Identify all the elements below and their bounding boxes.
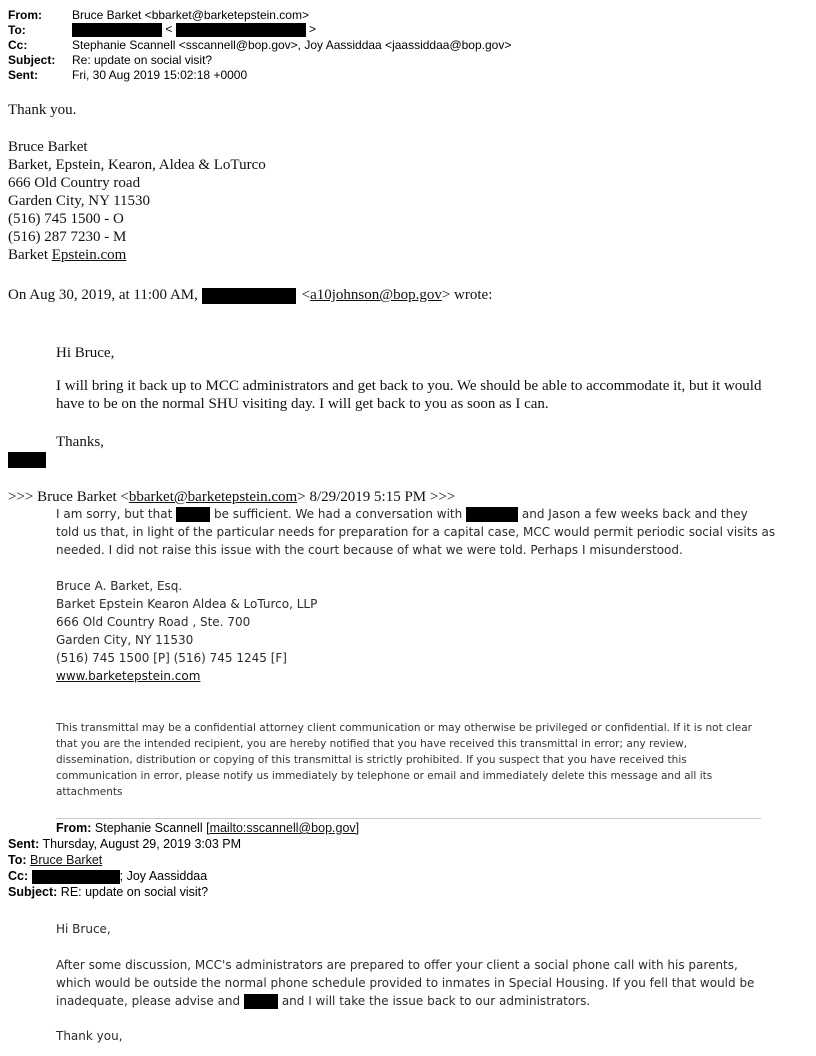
website-link[interactable]: Epstein.com: [51, 247, 127, 263]
quote1-intro: On Aug 30, 2019, at 11:00 AM, <a10johnson@bop.gov> wrote:: [8, 287, 493, 303]
signature-line: Barket, Epstein, Kearon, Aldea & LoTurco: [8, 157, 266, 173]
reply-signature: [8, 138, 266, 264]
redaction-block: [176, 23, 306, 37]
cc-value: Stephanie Scannell <sscannell@bop.gov>, Joy Aassiddaa <jaassiddaa@bop.gov>: [72, 38, 512, 52]
signature-line: Bruce A. Barket, Esq.: [56, 579, 183, 593]
quote3-subject: Subject: RE: update on social visit?: [8, 885, 209, 899]
from-label: From:: [8, 8, 42, 22]
redaction-block: [202, 288, 296, 304]
quote3-cc: Cc: ; Joy Aassiddaa: [8, 869, 208, 883]
redaction-block: [176, 507, 210, 522]
email-link[interactable]: a10johnson@bop.gov: [310, 287, 442, 303]
sent-value: Fri, 30 Aug 2019 15:02:18 +0000: [72, 68, 248, 82]
reply-body: Thank you.: [8, 102, 77, 118]
sent-label: Sent:: [8, 68, 38, 82]
website-link[interactable]: www.barketepstein.com: [56, 669, 201, 683]
quote2-body-rest: told us that, in light of the particular needs for preparation for a capital case, MCC would permit periodic social visits as needed. I did not raise this issue with the court because of what we were told. Perhaps I misunderstood.: [56, 525, 776, 557]
signature-line: Bruce Barket: [8, 139, 88, 155]
signature-line: Garden City, NY 11530: [8, 193, 151, 209]
signature-line: 666 Old Country Road , Ste. 700: [56, 615, 251, 629]
divider: [56, 818, 761, 819]
email-link[interactable]: bbarket@barketepstein.com: [128, 489, 298, 505]
disclaimer: This transmittal may be a confidential attorney client communication or may otherwise be privileged or confidential. If it is not clear that you are the intended recipient, you are hereby notified that you have received this transmittal in error; any review, dissemination, distribution or copying of this transmittal is strictly prohibited. If you suspect that you have received this communication in error, please notify us immediately by telephone or email and immediately delete this message and all its attachments: [56, 722, 752, 798]
quote1-closing: Thanks,: [56, 434, 104, 450]
quote2-body-line1: I am sorry, but that be sufficient. We had a conversation with and Jason a few weeks back and they: [56, 507, 748, 521]
redaction-block: [72, 23, 162, 37]
cc-label: Cc:: [8, 38, 28, 52]
from-value: Bruce Barket <bbarket@barketepstein.com>: [72, 8, 309, 22]
quote3-closing: Thank you,: [56, 1029, 123, 1043]
to-value: < >: [72, 22, 316, 37]
recipient-link[interactable]: Bruce Barket: [30, 853, 103, 867]
quote3-sent: Sent: Thursday, August 29, 2019 3:03 PM: [8, 837, 242, 851]
quote1-body: I will bring it back up to MCC administrators and get back to you. We should be able to accommodate it, but it would have to be on the normal SHU visiting day. I will get back to you as soon as I can.: [56, 378, 762, 412]
quote3-body: After some discussion, MCC's administrators are prepared to offer your client a social phone call with his parents, which would be outside the normal phone schedule provided to inmates in Special Housing. If you fell that would be inadequate, please advise and and I will take the issue back to our administrators.: [56, 958, 755, 1008]
redaction-block: [32, 870, 120, 884]
redaction-block: [466, 507, 518, 522]
redaction-block: [244, 994, 278, 1009]
subject-value: Re: update on social visit?: [72, 53, 213, 67]
to-label: To:: [8, 23, 26, 37]
quote2-signature: [56, 577, 317, 685]
quote3-to: To: Bruce Barket: [8, 853, 103, 867]
quote3-from: From: Stephanie Scannell [mailto:sscannell@bop.gov]: [56, 821, 360, 835]
quote2-intro: >>> Bruce Barket <bbarket@barketepstein.com> 8/29/2019 5:15 PM >>>: [8, 489, 456, 505]
signature-line: Garden City, NY 11530: [56, 633, 194, 647]
mailto-link[interactable]: [mailto:sscannell@bop.gov]: [206, 821, 360, 835]
subject-label: Subject:: [8, 53, 56, 67]
signature-line: (516) 745 1500 - O: [8, 211, 124, 227]
signature-line: 666 Old Country road: [8, 175, 141, 191]
signature-line: (516) 287 7230 - M: [8, 229, 127, 245]
signature-line: Barket Epstein.com: [8, 247, 127, 263]
redaction-block: [8, 452, 46, 468]
quote1-greeting: Hi Bruce,: [56, 345, 115, 361]
signature-line: Barket Epstein Kearon Aldea & LoTurco, LLP: [56, 597, 318, 611]
quote3-greeting: Hi Bruce,: [56, 922, 111, 936]
signature-line: (516) 745 1500 [P] (516) 745 1245 [F]: [56, 651, 287, 665]
